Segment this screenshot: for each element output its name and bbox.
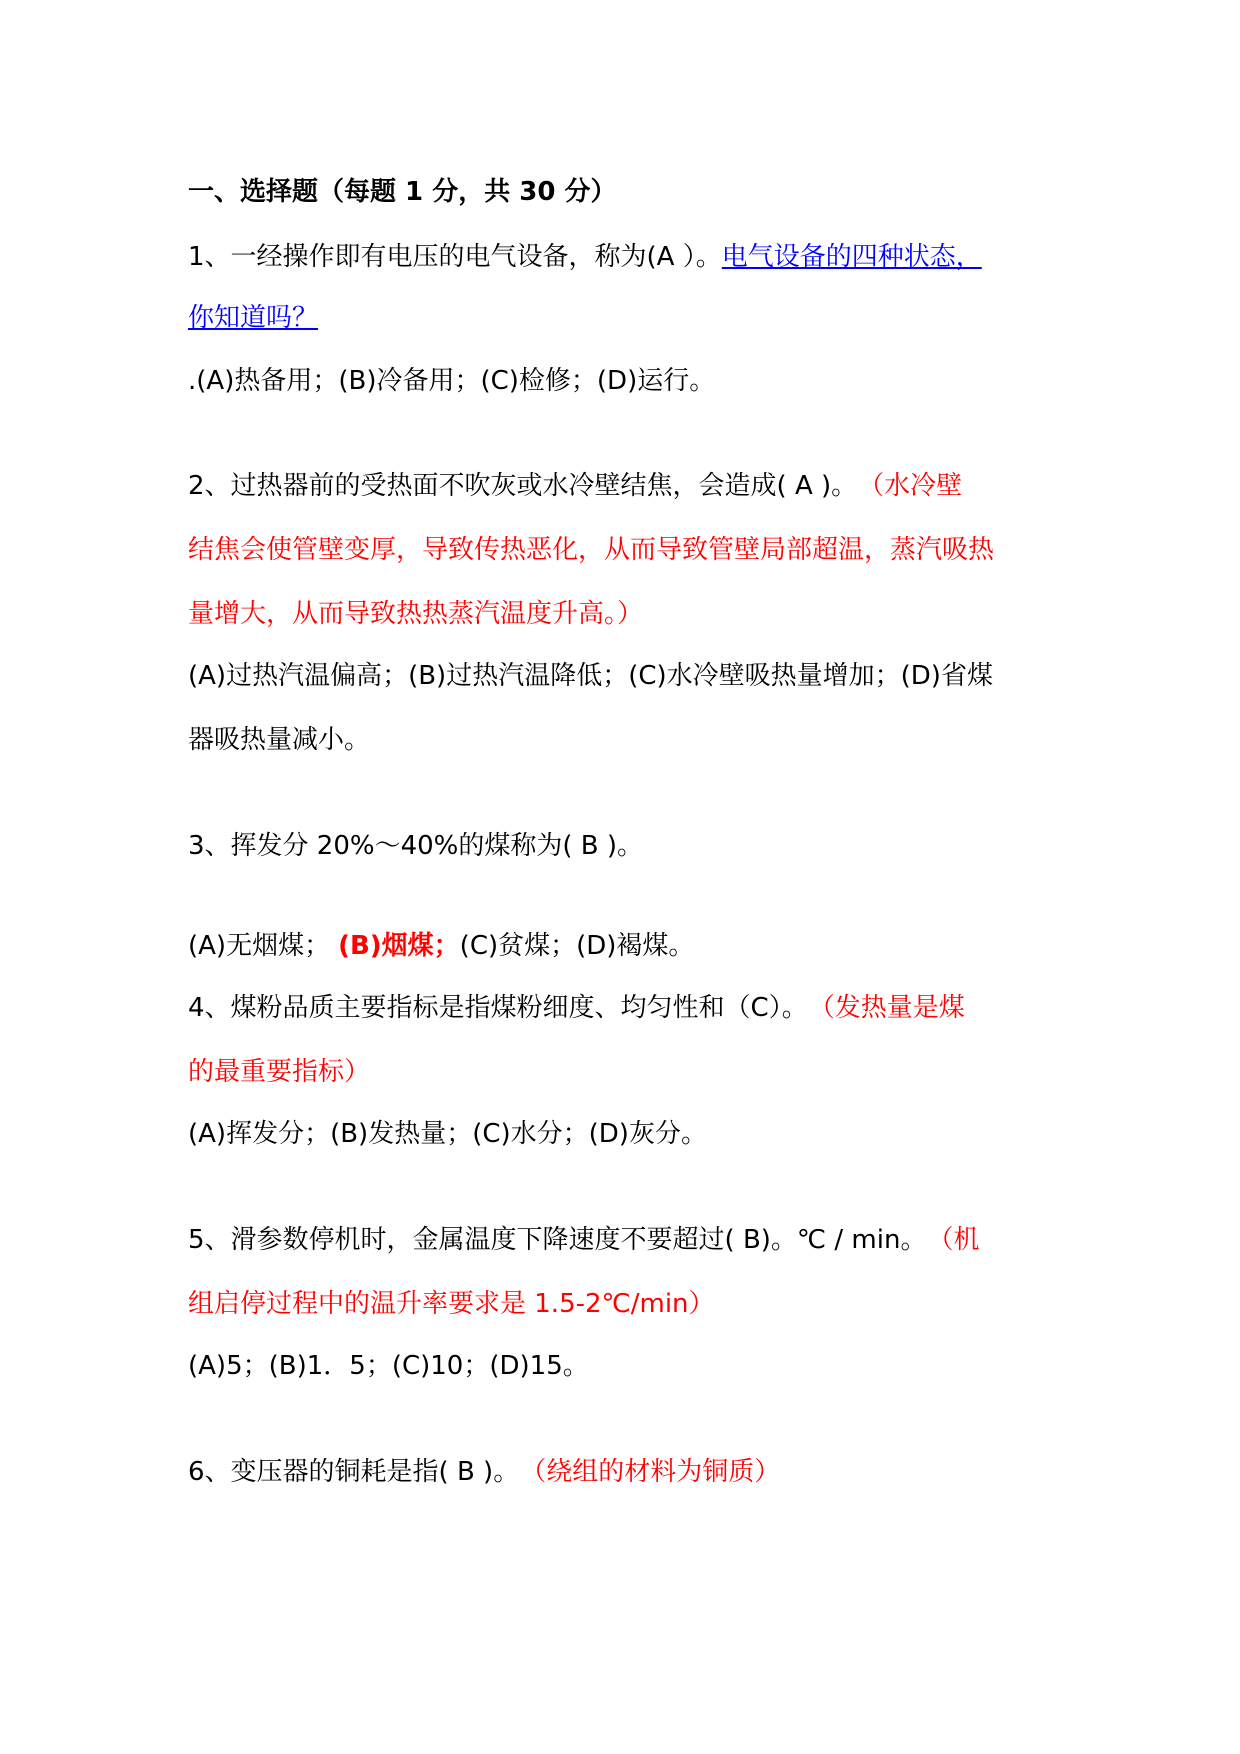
question-3-option-a: (A)无烟煤； [188, 931, 331, 961]
question-2-options-line2: 器吸热量减小。 [188, 725, 371, 755]
question-5-stem-line [188, 1220, 1068, 1260]
question-3-options [188, 926, 1068, 966]
question-1-link-line [188, 298, 1068, 338]
question-4-stem: 4、煤粉品质主要指标是指煤粉细度、均匀性和（C）。 [188, 993, 808, 1023]
question-2-stem-line [188, 466, 1068, 506]
question-4-note: （发热量是煤 [821, 993, 965, 1023]
question-4-options: (A)挥发分；(B)发热量；(C)水分；(D)灰分。 [188, 1119, 707, 1149]
question-3-option-rest: (C)贫煤；(D)褐煤。 [459, 931, 695, 961]
question-6-stem: 6、变压器的铜耗是指( B )。 [188, 1457, 520, 1487]
question-2-note: （水冷壁 [871, 471, 963, 501]
question-5-stem: 5、滑参数停机时，金属温度下降速度不要超过( B)。℃ / min。 [188, 1225, 927, 1255]
question-2-note-line3: 量增大，从而导致热热蒸汽温度升高。） [188, 599, 644, 629]
section-title: 一、选择题（每题 1 分，共 30 分） [188, 177, 617, 207]
question-6-note: （绕组的材料为铜质） [533, 1457, 781, 1487]
question-2-note-line2: 结焦会使管壁变厚，导致传热恶化，从而导致管壁局部超温，蒸汽吸热 [188, 535, 995, 565]
question-5-note: （机 [940, 1225, 980, 1255]
question-1-options: .(A)热备用；(B)冷备用；(C)检修；(D)运行。 [188, 366, 716, 396]
question-2-stem: 2、过热器前的受热面不吹灰或水冷壁结焦，会造成( A )。 [188, 471, 858, 501]
question-5-options: (A)5；(B)1．5；(C)10；(D)15。 [188, 1351, 589, 1381]
question-4-note-line2: 的最重要指标） [188, 1057, 371, 1087]
question-1-stem-line [188, 237, 1068, 277]
question-5-note-line2: 组启停过程中的温升率要求是 1.5-2℃/min） [188, 1289, 715, 1319]
question-1-stem: 1、一经操作即有电压的电气设备，称为(A ）。 [188, 242, 722, 272]
question-6-stem-line [188, 1452, 1068, 1492]
question-1-link[interactable]: 电气设备的四种状态， [721, 242, 982, 272]
question-4-stem-line [188, 988, 1068, 1028]
question-3-option-b: (B)烟煤； [338, 931, 460, 961]
question-2-options-line1: (A)过热汽温偏高；(B)过热汽温降低；(C)水冷壁吸热量增加；(D)省煤 [188, 661, 993, 691]
question-3-stem: 3、挥发分 20%～40%的煤称为( B )。 [188, 831, 644, 861]
question-1-link-continued[interactable]: 你知道吗？ [188, 303, 319, 333]
